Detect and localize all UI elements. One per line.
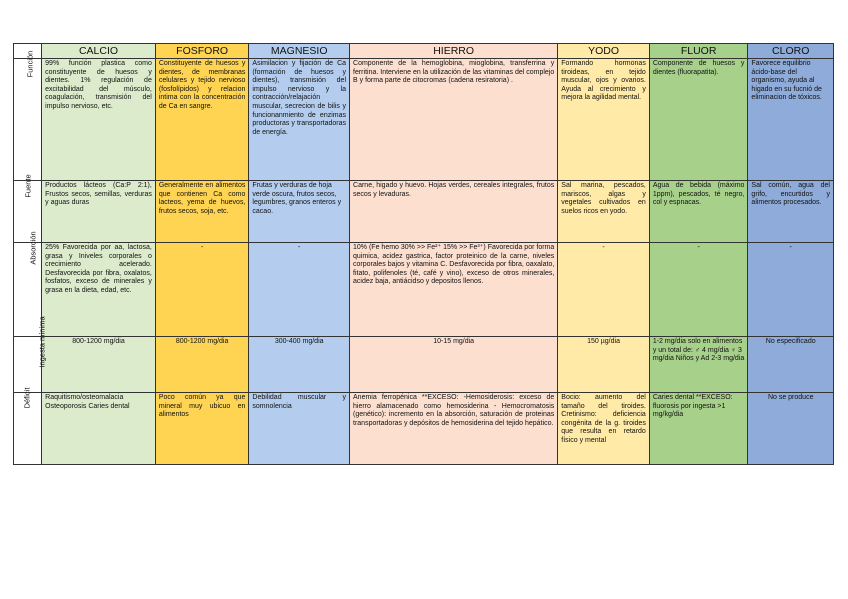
cell-ingesta-calcio: 800-1200 mg/dia (42, 337, 156, 393)
cell-deficit-fosforo: Poco común ya que mineral muy ubicuo en alimentos (155, 393, 249, 465)
cell-funcion-yodo: Formando hormonas tiroideas, en tejido muscular, ojos y ovarios. Ayuda al crecimiento y mejora la agilidad mental. (558, 59, 650, 181)
row-label-ingesta (14, 316, 47, 393)
row-funcion (14, 59, 834, 181)
header-cloro: CLORO (748, 44, 834, 59)
cell-absorcion-magnesio: - (249, 243, 350, 337)
header-row (14, 44, 834, 59)
row-label-text: Fuente (23, 174, 33, 198)
cell-absorcion-fluor: - (649, 243, 748, 337)
cell-fuente-fosforo: Generalmente en alimentos que contienen Ca como lacteos, yema de huevos, frutos secos, soja, etc. (155, 181, 249, 243)
cell-deficit-cloro: No se produce (748, 393, 834, 465)
cell-absorcion-calcio: 25% Favorecida por aa, lactosa, grasa y Iniveles corporales o crecimiento acelerado. Desfavorecida por fibra, oxalatos, fosfatos, exceso de minerales y grasa en la dieta, edad, etc. (42, 243, 156, 337)
cell-ingesta-yodo: 150 µg/dia (558, 337, 650, 393)
cell-ingesta-cloro: No especificado (748, 337, 834, 393)
row-label-text: Déficit (22, 387, 32, 409)
row-label-deficit (14, 387, 42, 465)
header-calcio: CALCIO (42, 44, 156, 59)
row-label-text: Ingesta mínima (37, 316, 47, 368)
minerals-table (13, 43, 834, 465)
cell-deficit-yodo: Bocio: aumento del tamaño del tiroides. Cretinismo: deficiencia congénita de la g. tiroides que resulta en retardo físico y mental (558, 393, 650, 465)
cell-absorcion-fosforo: - (155, 243, 249, 337)
row-label-text: Función (25, 50, 35, 78)
cell-fuente-hierro: Carne, higado y huevo. Hojas verdes, cereales integrales, frutos secos y levaduras. (350, 181, 558, 243)
cell-funcion-cloro: Favorece equilibrio ácido-base del organismo, ayuda al higado en su fucnió de eliminacion de tóxicos. (748, 59, 834, 181)
cell-ingesta-magnesio: 300-400 mg/dia (249, 337, 350, 393)
cell-deficit-calcio: Raquitismo/osteomalacia Osteoporosis Caries dental (42, 393, 156, 465)
header-fluor: FLUOR (649, 44, 748, 59)
cell-absorcion-hierro: 10% (Fe hemo 30% >> Fe²⁺ 15% >> Fe³⁺) Favorecida por forma quimica, acidez gastrica, factor proteinico de la carne, niveles corporales bajos y vitamina C. Desfavorecida por fibra, oaxalato, fitato, polifenoles (té, café y vino), exceso de otros minerales, acidez baja, antiácidso y depositos llenos. (350, 243, 558, 337)
cell-ingesta-fosforo: 800-1200 mg/dia (155, 337, 249, 393)
cell-funcion-magnesio: Asimilacion y fijación de Ca (formación de huesos y dientes), transmisión del impulso nervioso y la contracción/relajación muscular, secrecion de bilis y funcionanmiento de enzimas productoras y transportadoras de energía. (249, 59, 350, 181)
cell-fuente-cloro: Sal común, agua del grifo, encurtidos y alimentos procesados. (748, 181, 834, 243)
cell-deficit-fluor: Caries dental **EXCESO: fluorosis por ingesta >1 mg/kg/dia (649, 393, 748, 465)
cell-fuente-fluor: Agua de bebida (máximo 1ppm), pescados, té negro, col y espnacas. (649, 181, 748, 243)
cell-deficit-hierro: Anemia ferropénica **EXCESO: -Hemosiderosis: exceso de hierro alamacenado como hemosiderina - Hemocromatosis (genético): incremento en la absorción, saturación de proteinas transportadoras y depósitos de hemosiderina del tejido hepático. (350, 393, 558, 465)
cell-funcion-calcio: 99% función plastica como constituyente de huesos y dientes. 1% regulación de excitabilidad del músculo, coagulación, transmisión del impulso nervioso, etc. (42, 59, 156, 181)
cell-fuente-magnesio: Frutas y verduras de hoja verde oscura, frutos secos, legumbres, granos enteros y cacao. (249, 181, 350, 243)
row-label-funcion (14, 50, 42, 181)
header-fosforo: FOSFORO (155, 44, 249, 59)
row-fuente (14, 181, 834, 243)
cell-funcion-fluor: Componente de huesos y dientes (fluorapatita). (649, 59, 748, 181)
cell-fuente-calcio: Productos lácteos (Ca:P 2:1), Frustos secos, semillas, verduras y aguas duras (42, 181, 156, 243)
cell-fuente-yodo: Sal marina, pescados, mariscos, algas y vegetales cultivados en suelos ricos en yodo. (558, 181, 650, 243)
row-absorcion (14, 243, 834, 337)
cell-ingesta-fluor: 1-2 mg/dia solo en alimentos y un total de: ♂ 4 mg/dia ♀ 3 mg/dia Niños y Ad 2-3 mg/dia (649, 337, 748, 393)
row-ingesta (14, 337, 834, 393)
cell-funcion-fosforo: Constituyente de huesos y dientes, de membranas celulares y tejido nervioso (fosfolípidos) y relacion intima con la concentración de Ca en sangre. (155, 59, 249, 181)
cell-ingesta-hierro: 10-15 mg/dia (350, 337, 558, 393)
row-label-text: Absorción (28, 231, 38, 265)
cell-absorcion-cloro: - (748, 243, 834, 337)
header-yodo: YODO (558, 44, 650, 59)
cell-absorcion-yodo: - (558, 243, 650, 337)
row-deficit (14, 393, 834, 465)
header-magnesio: MAGNESIO (249, 44, 350, 59)
header-hierro: HIERRO (350, 44, 558, 59)
cell-funcion-hierro: Componente de la hemoglobina, mioglobina, transferrina y ferritina. Interviene en la utilización de las vitaminas del complejo B y forma parte de citocromas (cadena resiratoria) . (350, 59, 558, 181)
cell-deficit-magnesio: Debilidad muscular y somnolencia (249, 393, 350, 465)
